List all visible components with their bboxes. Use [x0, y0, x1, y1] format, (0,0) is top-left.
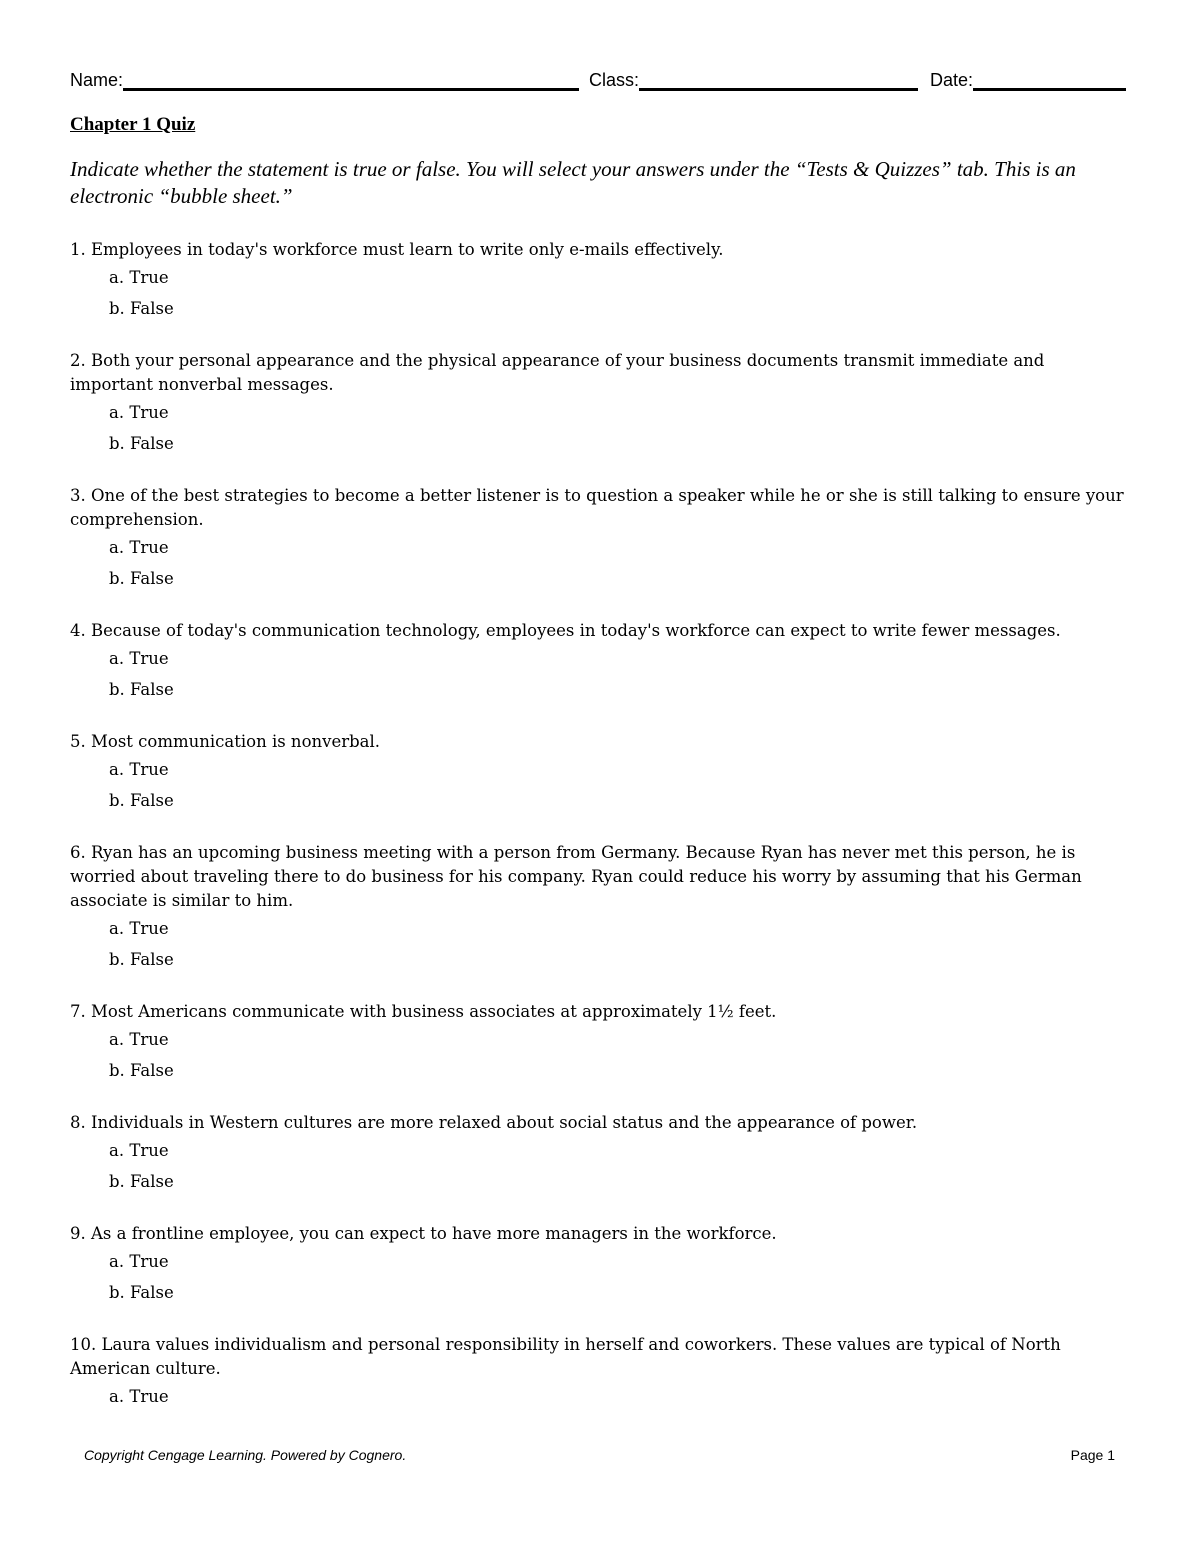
question-text: 7. Most Americans communicate with business associates at approximately 1½ feet.: [70, 1002, 777, 1021]
answer-option: a. True: [109, 1387, 169, 1406]
question-item: [70, 730, 1130, 816]
class-blank-line: [639, 70, 918, 91]
date-field: [930, 70, 1126, 91]
answer-option: b. False: [109, 1283, 174, 1302]
question-text: 4. Because of today's communication technology, employees in today's workforce can expect to write fewer messages.: [70, 621, 1061, 640]
answer-option: a. True: [109, 1252, 169, 1271]
question-text: 9. As a frontline employee, you can expect to have more managers in the workforce.: [70, 1224, 777, 1243]
question-item: [70, 238, 1130, 324]
page-number: Page 1: [1070, 1447, 1115, 1463]
question-item: [70, 841, 1130, 975]
answer-option: a. True: [109, 403, 169, 422]
question-item: [70, 1333, 1130, 1412]
question-text: 8. Individuals in Western cultures are more relaxed about social status and the appearance of power.: [70, 1113, 918, 1132]
answer-option: b. False: [109, 791, 174, 810]
class-label: Class:: [589, 70, 640, 90]
question-text: 1. Employees in today's workforce must learn to write only e-mails effectively.: [70, 240, 724, 259]
name-field: [70, 70, 579, 91]
question-item: [70, 349, 1130, 459]
answer-option: a. True: [109, 538, 169, 557]
name-blank-line: [123, 70, 579, 91]
answer-option: a. True: [109, 268, 169, 287]
name-label: Name:: [70, 70, 124, 90]
answer-option: a. True: [109, 1141, 169, 1160]
header-fields: [70, 70, 1130, 98]
answer-option: a. True: [109, 1030, 169, 1049]
answer-option: b. False: [109, 1061, 174, 1080]
answer-option: a. True: [109, 760, 169, 779]
answer-option: b. False: [109, 299, 174, 318]
question-text: 2. Both your personal appearance and the physical appearance of your business documents transmit immediate and important nonverbal messages.: [70, 351, 1045, 394]
date-blank-line: [973, 70, 1126, 91]
question-item: [70, 1111, 1130, 1197]
answer-option: b. False: [109, 680, 174, 699]
question-item: [70, 1222, 1130, 1308]
answer-option: b. False: [109, 569, 174, 588]
answer-option: b. False: [109, 950, 174, 969]
answer-option: b. False: [109, 1172, 174, 1191]
date-label: Date:: [930, 70, 974, 90]
question-item: [70, 1000, 1130, 1086]
answer-option: b. False: [109, 434, 174, 453]
answer-option: a. True: [109, 919, 169, 938]
class-field: [589, 70, 918, 91]
question-item: [70, 484, 1130, 594]
copyright-footer: Copyright Cengage Learning. Powered by Cognero.: [84, 1447, 407, 1463]
answer-option: a. True: [109, 649, 169, 668]
question-list: [70, 238, 1130, 1437]
question-text: 3. One of the best strategies to become a better listener is to question a speaker while he or she is still talking to ensure your comprehension.: [70, 486, 1124, 529]
question-text: 5. Most communication is nonverbal.: [70, 732, 381, 751]
quiz-title: Chapter 1 Quiz: [70, 114, 196, 135]
instructions: Indicate whether the statement is true or false. You will select your answers under the “Tests & Quizzes” tab. This is an electronic “bubble sheet.”: [70, 157, 1076, 208]
question-text: 10. Laura values individualism and personal responsibility in herself and coworkers. These values are typical of North American culture.: [70, 1335, 1061, 1378]
question-item: [70, 619, 1130, 705]
question-text: 6. Ryan has an upcoming business meeting with a person from Germany. Because Ryan has never met this person, he is worried about traveling there to do business for his company. Ryan could reduce his worry by assuming that his German associate is similar to him.: [70, 843, 1082, 910]
